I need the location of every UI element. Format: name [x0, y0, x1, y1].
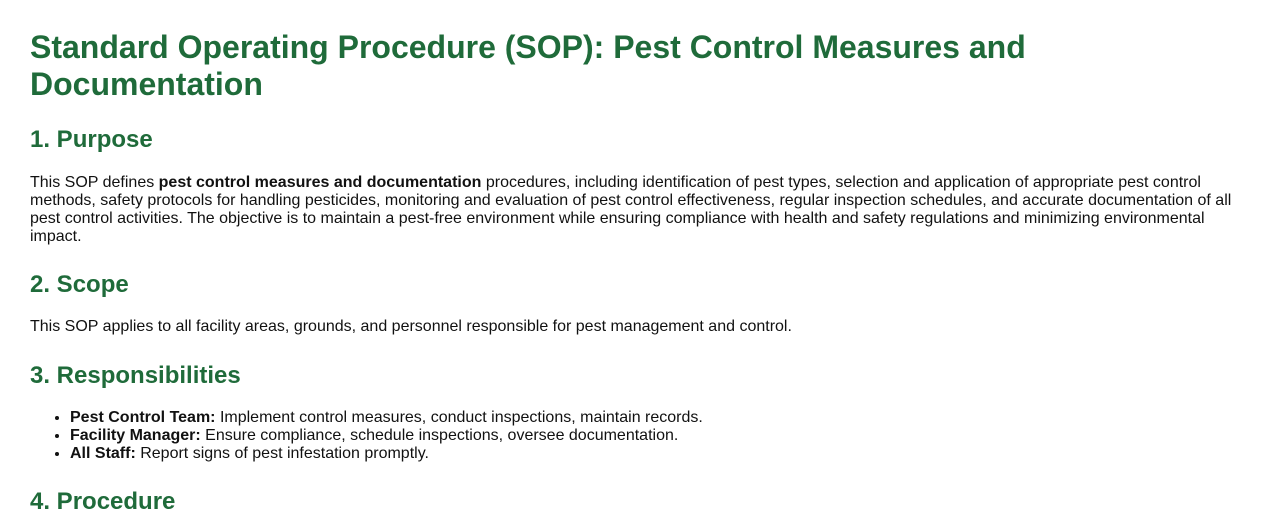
role-label: All Staff:: [70, 445, 136, 462]
role-duty: Report signs of pest infestation promptly.: [135, 445, 429, 462]
role-duty: Implement control measures, conduct inspections, maintain records.: [215, 409, 703, 426]
list-item: [70, 427, 703, 445]
section-heading-purpose: 1. Purpose: [30, 126, 153, 153]
role-duty: Ensure compliance, schedule inspections, oversee documentation.: [200, 427, 679, 444]
responsibilities-list: [30, 409, 703, 463]
section-heading-responsibilities: 3. Responsibilities: [30, 362, 241, 389]
purpose-text-end: procedures, including identification of pest types, selection and application of appropriate pest control methods, safety protocols for handling pesticides, monitoring and evaluation of pest control effectiveness, regular inspection schedules, and accurate documentation of all pest control activities. The objective is to maintain a pest-free environment while ensuring compliance with health and safety regulations and minimizing environmental impact.: [30, 174, 1232, 245]
purpose-text-start: This SOP defines: [30, 174, 159, 191]
page-title: Standard Operating Procedure (SOP): Pest Control Measures and Documentation: [30, 29, 1026, 102]
purpose-text-emphasis: pest control measures and documentation: [158, 174, 482, 191]
section-heading-procedure: 4. Procedure: [30, 488, 176, 515]
list-item: [70, 409, 703, 427]
role-label: Facility Manager:: [70, 427, 201, 444]
list-item: [70, 445, 703, 463]
purpose-paragraph: [30, 174, 1240, 246]
scope-paragraph: This SOP applies to all facility areas, grounds, and personnel responsible for pest management and control.: [30, 318, 792, 335]
section-heading-scope: 2. Scope: [30, 271, 129, 298]
role-label: Pest Control Team:: [70, 409, 216, 426]
